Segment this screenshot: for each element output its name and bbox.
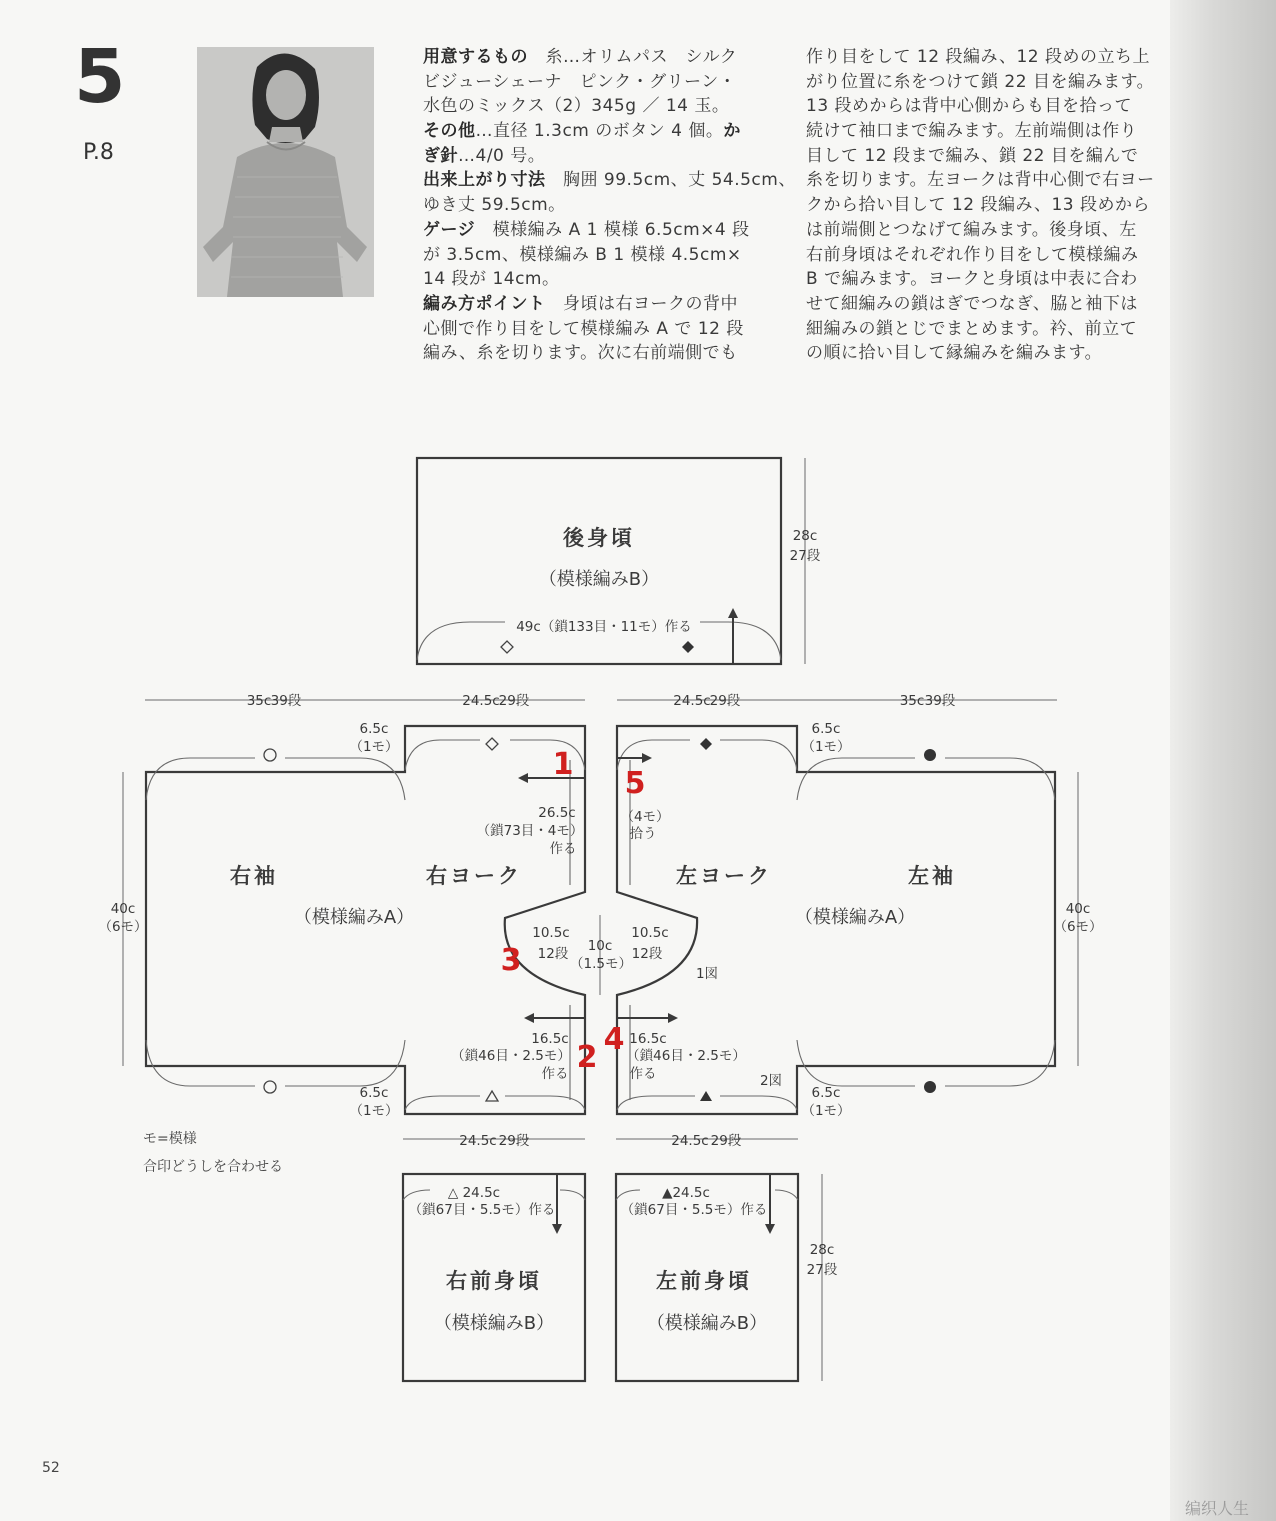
legend-motif: モ=模様 [143,1131,197,1147]
right-front-top-rows: 29段 [498,1133,530,1149]
instruction-line: 目して 12 段まで編み、鎖 22 目を編んで [806,145,1139,166]
instruction-heading: 出来上がり寸法 [423,170,546,191]
left-pick-motif: （4モ） [620,809,670,825]
instruction-text: ゆき丈 59.5cm。 [423,195,566,216]
left-cuff-step-bottom-motif: （1モ） [801,1103,851,1119]
diamond-marker-open [501,641,513,653]
circle-marker-filled [924,749,936,761]
right-sleeve-height: 40c [110,901,136,917]
right-front-cast-on-2: （鎖67目・5.5モ）作る [408,1202,556,1218]
instruction-heading: 編み方ポイント [423,293,546,314]
instruction-text: 14 段が 14cm。 [423,269,560,290]
instruction-text: ビジューシェーナ ピンク・グリーン・ [423,71,737,92]
instruction-line: は前端側とつなげて編みます。後身頃、左 [806,219,1137,240]
instruction-line: 続けて袖口まで編みます。左前端側は作り [806,121,1138,142]
circle-marker-open [264,1081,276,1093]
left-neck-width: 10.5c [631,925,669,941]
right-sleeve-pattern: （模様編みA） [293,907,415,928]
circle-marker-filled [924,1081,936,1093]
watermark-text: 编织人生 [1185,1499,1250,1518]
instruction-heading: 用意するもの [423,47,528,67]
instruction-line: 13 段めからは背中心側からも目を拾って [806,96,1133,117]
left-front-top-rows: 29段 [710,1133,742,1149]
red-mark-5: 5 [624,766,646,801]
right-front-edge-make: 作る [541,1066,569,1082]
center-gap-motif: （1.5モ） [570,956,632,972]
left-front-edge-make: 作る [629,1066,657,1082]
photo-page-reference: P.8 [83,140,114,165]
left-sleeve-rows: 39段 [924,693,956,709]
red-mark-3: 3 [500,943,522,978]
right-sleeve-title: 右袖 [230,864,278,888]
instruction-text: 模様編み A 1 模様 6.5cm×4 段 [475,219,750,240]
left-yoke-width: 24.5c [673,693,711,709]
diamond-marker-filled [700,738,712,750]
left-yoke-title: 左ヨーク [676,864,772,888]
instruction-text: 心側で作り目をして模様編み A で 12 段 [423,318,744,339]
red-mark-2: 2 [576,1040,598,1075]
left-front-edge-chain: （鎖46目・2.5モ） [626,1048,746,1064]
instruction-line: 糸を切ります。左ヨークは背中心側で右ヨー [806,170,1155,191]
back-body-title: 後身頃 [563,526,635,550]
triangle-marker-filled [700,1091,712,1101]
red-mark-1: 1 [552,747,574,782]
instruction-heading: その他 [423,121,476,142]
left-front-edge-width: 16.5c [629,1031,667,1047]
right-center-width: 26.5c [538,805,576,821]
right-yoke-width: 24.5c [462,693,500,709]
left-sleeve-width: 35c [899,693,925,709]
left-sleeve-title: 左袖 [908,864,956,888]
left-front-pattern: （模様編みB） [646,1313,768,1334]
figure-1-label: 1図 [695,966,719,982]
center-gap: 10c [587,938,613,954]
right-front-cast-on-1: △ 24.5c [447,1185,501,1201]
instruction-line: 細編みの鎖とじでまとめます。衿、前立て [806,318,1138,339]
right-cuff-step-bottom: 6.5c [359,1085,389,1101]
back-height-cm: 28c [792,528,818,544]
instruction-line: B で編みます。ヨークと身頃は中表に合わ [806,269,1138,290]
instruction-text: が 3.5cm、模様編み B 1 模様 4.5cm× [423,244,742,265]
instruction-line: せて細編みの鎖はぎでつなぎ、脇と袖下は [806,293,1138,314]
back-body-cast-on: 49c（鎖133目・11モ）作る [516,619,692,635]
instruction-line: がり位置に糸をつけて鎖 22 目を編みます。 [806,71,1155,92]
back-body-pattern: （模様編みB） [538,569,660,590]
left-front-title: 左前身頃 [656,1269,752,1293]
figure-2-label: 2図 [759,1073,783,1089]
left-pick-up: 拾う [629,826,657,842]
left-front-cast-on-2: （鎖67目・5.5モ）作る [620,1202,768,1218]
diamond-marker-open [486,738,498,750]
left-neck-rows: 12段 [631,946,663,962]
right-sleeve-height-motif: （6モ） [98,919,148,935]
diamond-marker-filled [682,641,694,653]
right-front-top-width: 24.5c [459,1133,497,1149]
left-sleeve-height: 40c [1065,901,1091,917]
right-front-edge-width: 16.5c [531,1031,569,1047]
instruction-text: 編み、糸を切ります。次に右前端側でも [423,343,738,364]
triangle-marker-open [486,1091,498,1101]
right-front-pattern: （模様編みB） [433,1313,555,1334]
instruction-text: 水色のミックス（2）345g ／ 14 玉。 [423,96,730,117]
right-center-make: 作る [549,841,577,857]
instruction-line: クから拾い目して 12 段編み、13 段めから [806,195,1150,216]
left-front-cast-on-1: ▲24.5c [662,1185,710,1201]
instruction-line: の順に拾い目して縁編みを編みます。 [806,343,1103,364]
front-height-cm: 28c [809,1242,835,1258]
instruction-text: 身頃は右ヨークの背中 [545,293,738,314]
right-neck-width: 10.5c [532,925,570,941]
instruction-heading: ゲージ [423,219,476,240]
left-yoke-rows: 29段 [709,693,741,709]
right-sleeve-width: 35c [246,693,272,709]
left-front-top-width: 24.5c [671,1133,709,1149]
right-cuff-step-bottom-motif: （1モ） [349,1103,399,1119]
right-cuff-step-motif: （1モ） [349,739,399,755]
left-sleeve-pattern: （模様編みA） [794,907,916,928]
pattern-number: 5 [74,34,126,120]
right-front-title: 右前身頃 [446,1269,542,1293]
circle-marker-open [264,749,276,761]
instruction-heading: ぎ針 [423,145,458,166]
left-cuff-step-motif: （1モ） [801,739,851,755]
right-yoke-title: 右ヨーク [426,864,522,888]
right-sleeve-rows: 39段 [270,693,302,709]
right-yoke-rows: 29段 [498,693,530,709]
back-height-rows: 27段 [789,548,821,564]
right-neck-rows: 12段 [537,946,569,962]
left-cuff-step-bottom: 6.5c [811,1085,841,1101]
red-mark-4: 4 [603,1022,625,1057]
page-number: 52 [42,1460,60,1476]
right-front-edge-chain: （鎖46目・2.5モ） [451,1048,571,1064]
front-height-rows: 27段 [806,1262,838,1278]
right-cuff-step: 6.5c [359,721,389,737]
legend-matching-marks: 合印どうしを合わせる [143,1159,283,1175]
left-sleeve-height-motif: （6モ） [1053,919,1103,935]
instruction-line: 右前身頃はそれぞれ作り目をして模様編み [806,244,1139,265]
instruction-line: 作り目をして 12 段編み、12 段めの立ち上 [806,47,1150,67]
instruction-text: 胸囲 99.5cm、丈 54.5cm、 [545,170,796,191]
instruction-heading: か [723,121,741,142]
right-center-chain: （鎖73目・4モ） [476,823,584,839]
instruction-text: 糸…オリムパス シルク [528,47,738,67]
left-cuff-step: 6.5c [811,721,841,737]
instruction-text: …直径 1.3cm のボタン 4 個。 [475,121,724,142]
instruction-text: …4/0 号。 [458,145,546,166]
